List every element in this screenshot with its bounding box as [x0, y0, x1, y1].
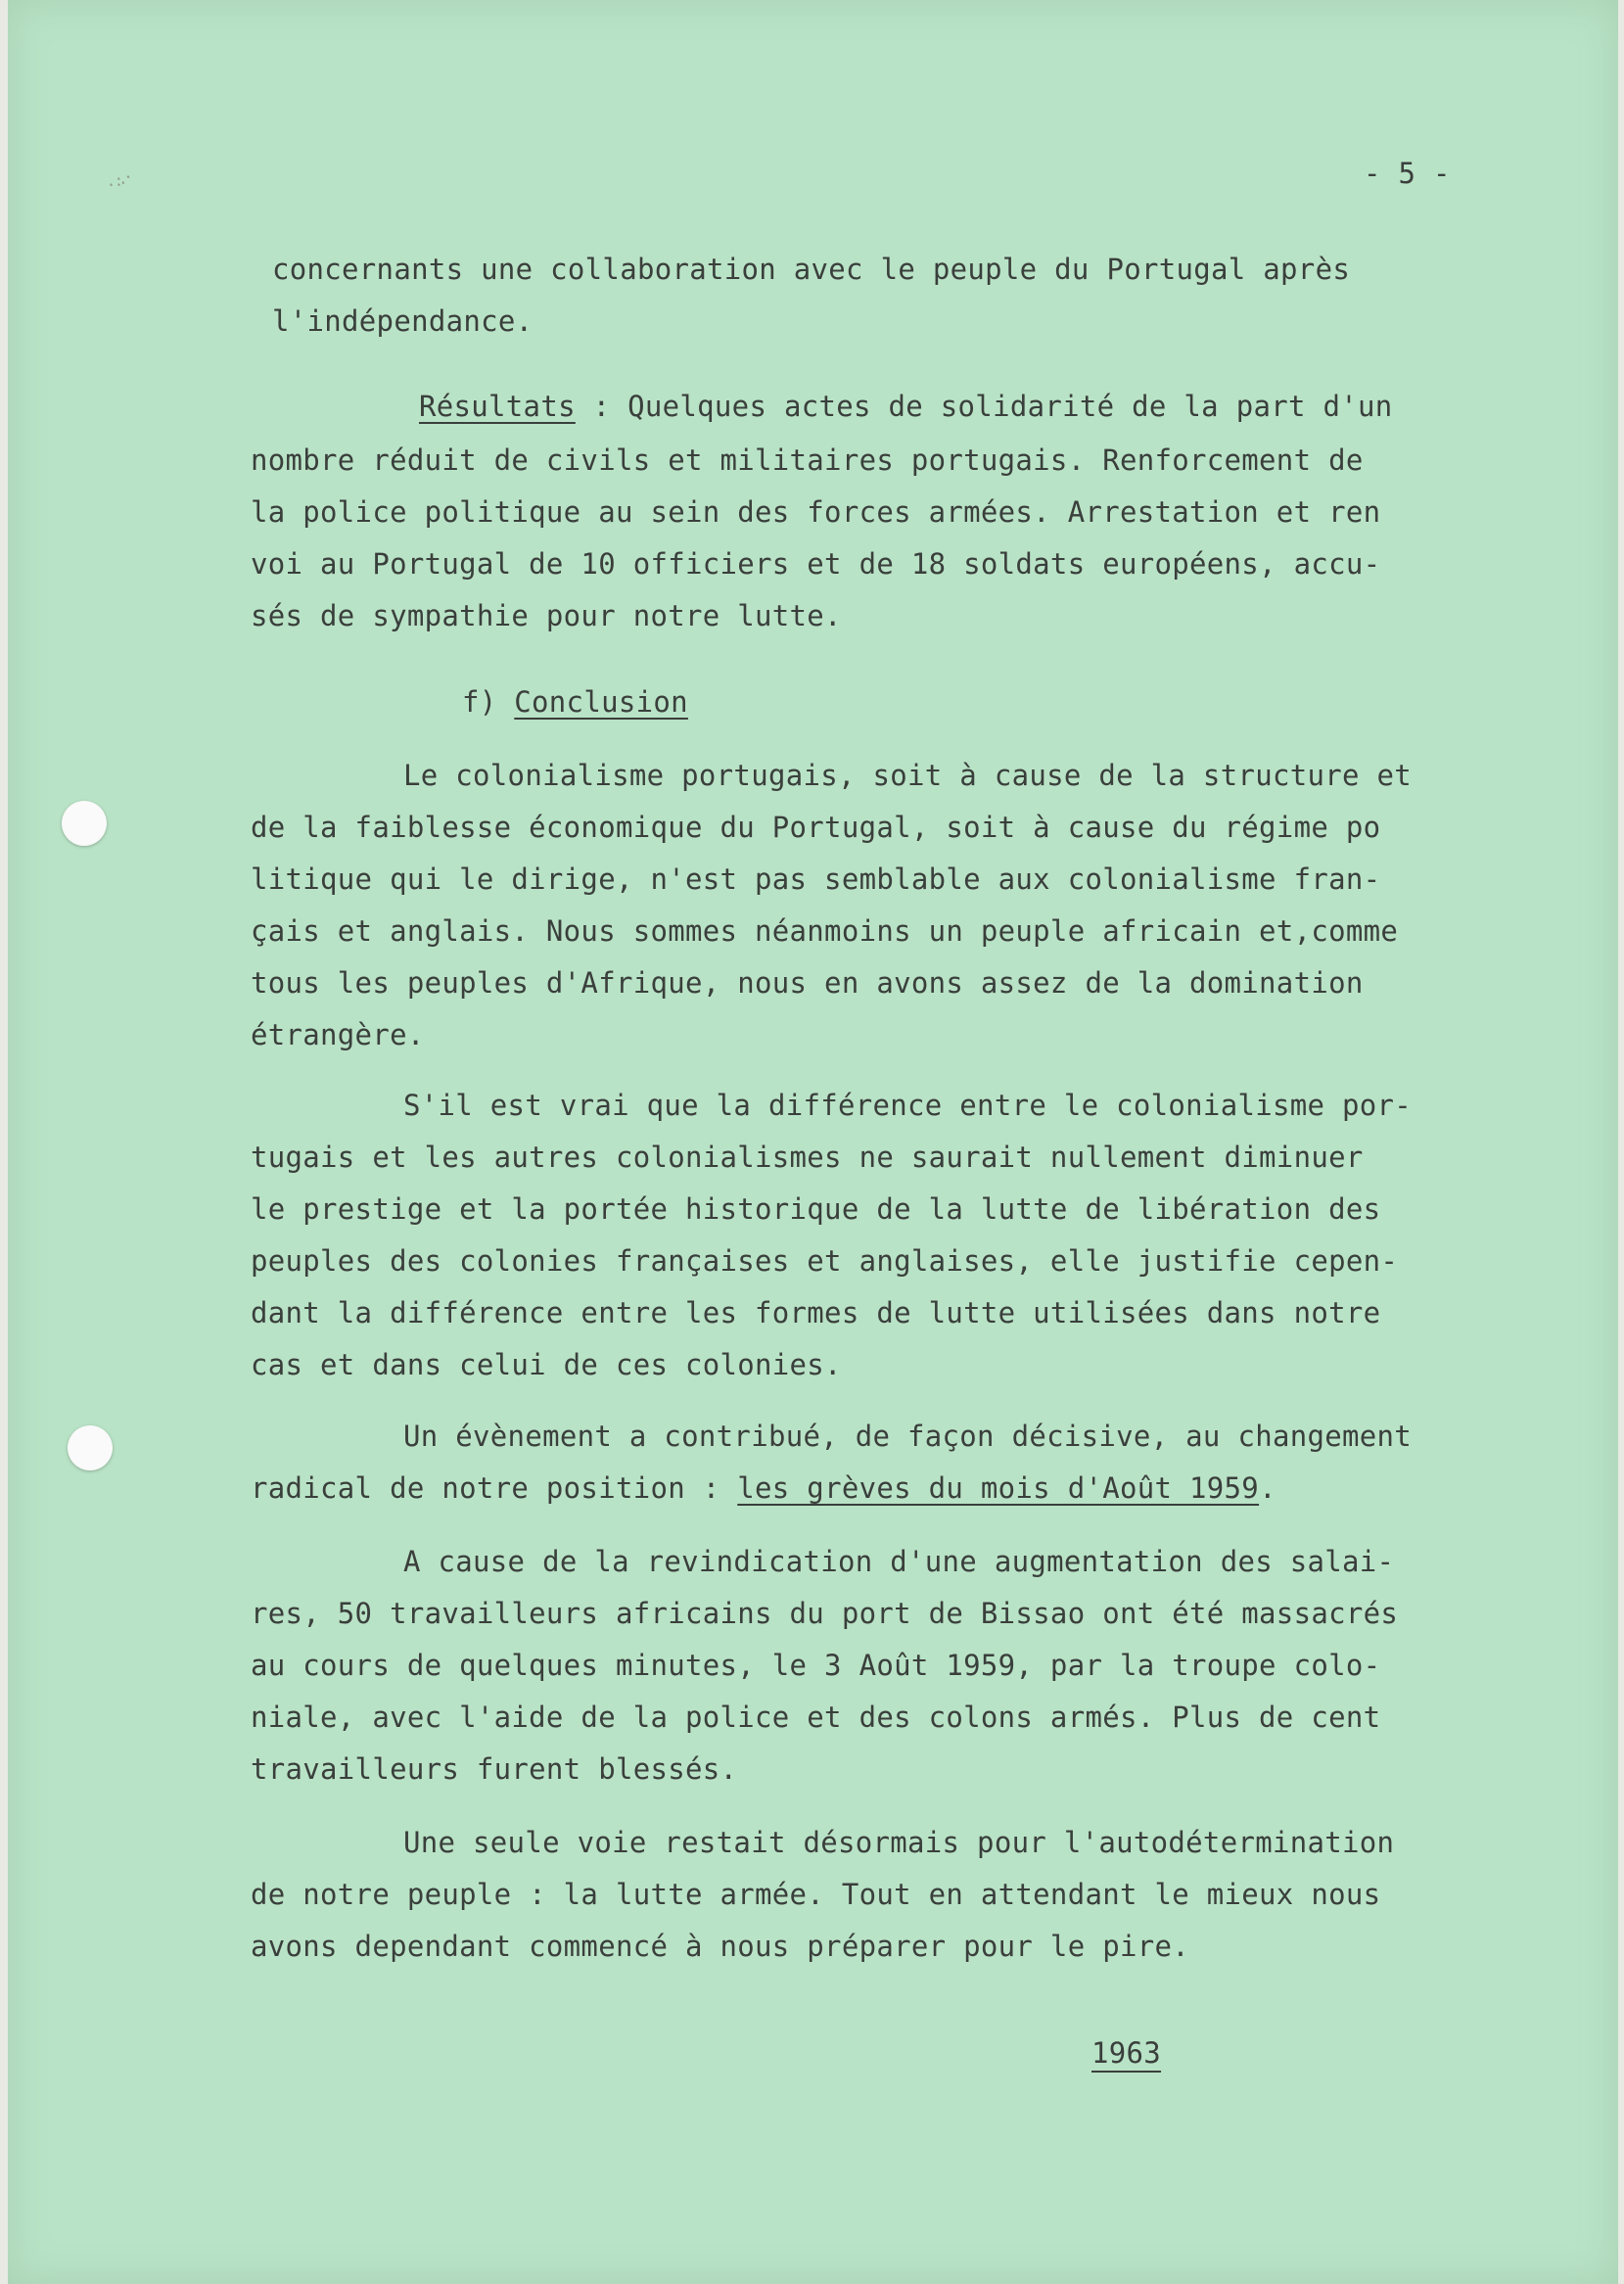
text-span: . [1259, 1471, 1276, 1505]
text-line [251, 1471, 1624, 1505]
text-line: le prestige et la portée historique de la lutte de libération des [251, 1192, 1381, 1226]
text-line: tugais et les autres colonialismes ne saurait nullement diminuer [251, 1141, 1364, 1174]
punch-hole [62, 801, 107, 846]
text-line: au cours de quelques minutes, le 3 Août 1959, par la troupe colo- [251, 1649, 1381, 1682]
text-line: çais et anglais. Nous sommes néanmoins un peuple africain et,comme [251, 914, 1399, 948]
text-line: concernants une collaboration avec le peuple du Portugal après [272, 253, 1351, 286]
text-line: Le colonialisme portugais, soit à cause de la structure et [403, 759, 1413, 792]
text-line: niale, avec l'aide de la police et des colons armés. Plus de cent [251, 1701, 1381, 1734]
text-line: tous les peuples d'Afrique, nous en avons assez de la domination [251, 966, 1364, 1000]
text-line: voi au Portugal de 10 officiers et de 18 soldats européens, accu- [251, 547, 1381, 581]
text-line: peuples des colonies françaises et anglaises, elle justifie cepen- [251, 1244, 1399, 1278]
text-line: nombre réduit de civils et militaires portugais. Renforcement de [251, 443, 1364, 477]
underlined-phrase: les grèves du mois d'Août 1959 [737, 1471, 1260, 1505]
text-line: litique qui le dirige, n'est pas semblable aux colonialisme fran- [251, 862, 1381, 896]
punch-hole [68, 1425, 113, 1470]
stamp-mark: ·∴· [103, 166, 137, 196]
text-line: étrangère. [251, 1018, 425, 1051]
footer-year: 1963 [1091, 2036, 1162, 2070]
text-line: S'il est vrai que la différence entre le colonialisme por- [403, 1089, 1413, 1122]
underlined-heading: Résultats [419, 390, 576, 423]
text-line: de la faiblesse économique du Portugal, soit à cause du régime po [251, 811, 1381, 844]
text-line [419, 390, 1624, 423]
text-span: : Quelques actes de solidarité de la part d'un [575, 390, 1393, 423]
text-line: l'indépendance. [272, 304, 534, 338]
text-line: A cause de la revindication d'une augmentation des salai- [403, 1545, 1395, 1578]
text-span: f) [462, 685, 515, 719]
page-number: - 5 - [1364, 157, 1451, 190]
text-line: sés de sympathie pour notre lutte. [251, 599, 842, 632]
text-line: res, 50 travailleurs africains du port de Bissao ont été massacrés [251, 1597, 1399, 1630]
text-line: Un évènement a contribué, de façon décisive, au changement [403, 1420, 1413, 1453]
text-line: la police politique au sein des forces armées. Arrestation et ren [251, 495, 1381, 529]
text-line: dant la différence entre les formes de lutte utilisées dans notre [251, 1296, 1381, 1329]
text-line: de notre peuple : la lutte armée. Tout en attendant le mieux nous [251, 1878, 1381, 1911]
text-line: cas et dans celui de ces colonies. [251, 1348, 842, 1381]
underlined-heading: Conclusion [514, 685, 688, 719]
section-heading [462, 685, 1624, 719]
text-span: radical de notre position : [251, 1471, 738, 1505]
text-line: Une seule voie restait désormais pour l'autodétermination [403, 1826, 1395, 1859]
text-line: avons dependant commencé à nous préparer pour le pire. [251, 1930, 1190, 1963]
text-line: travailleurs furent blessés. [251, 1752, 738, 1786]
